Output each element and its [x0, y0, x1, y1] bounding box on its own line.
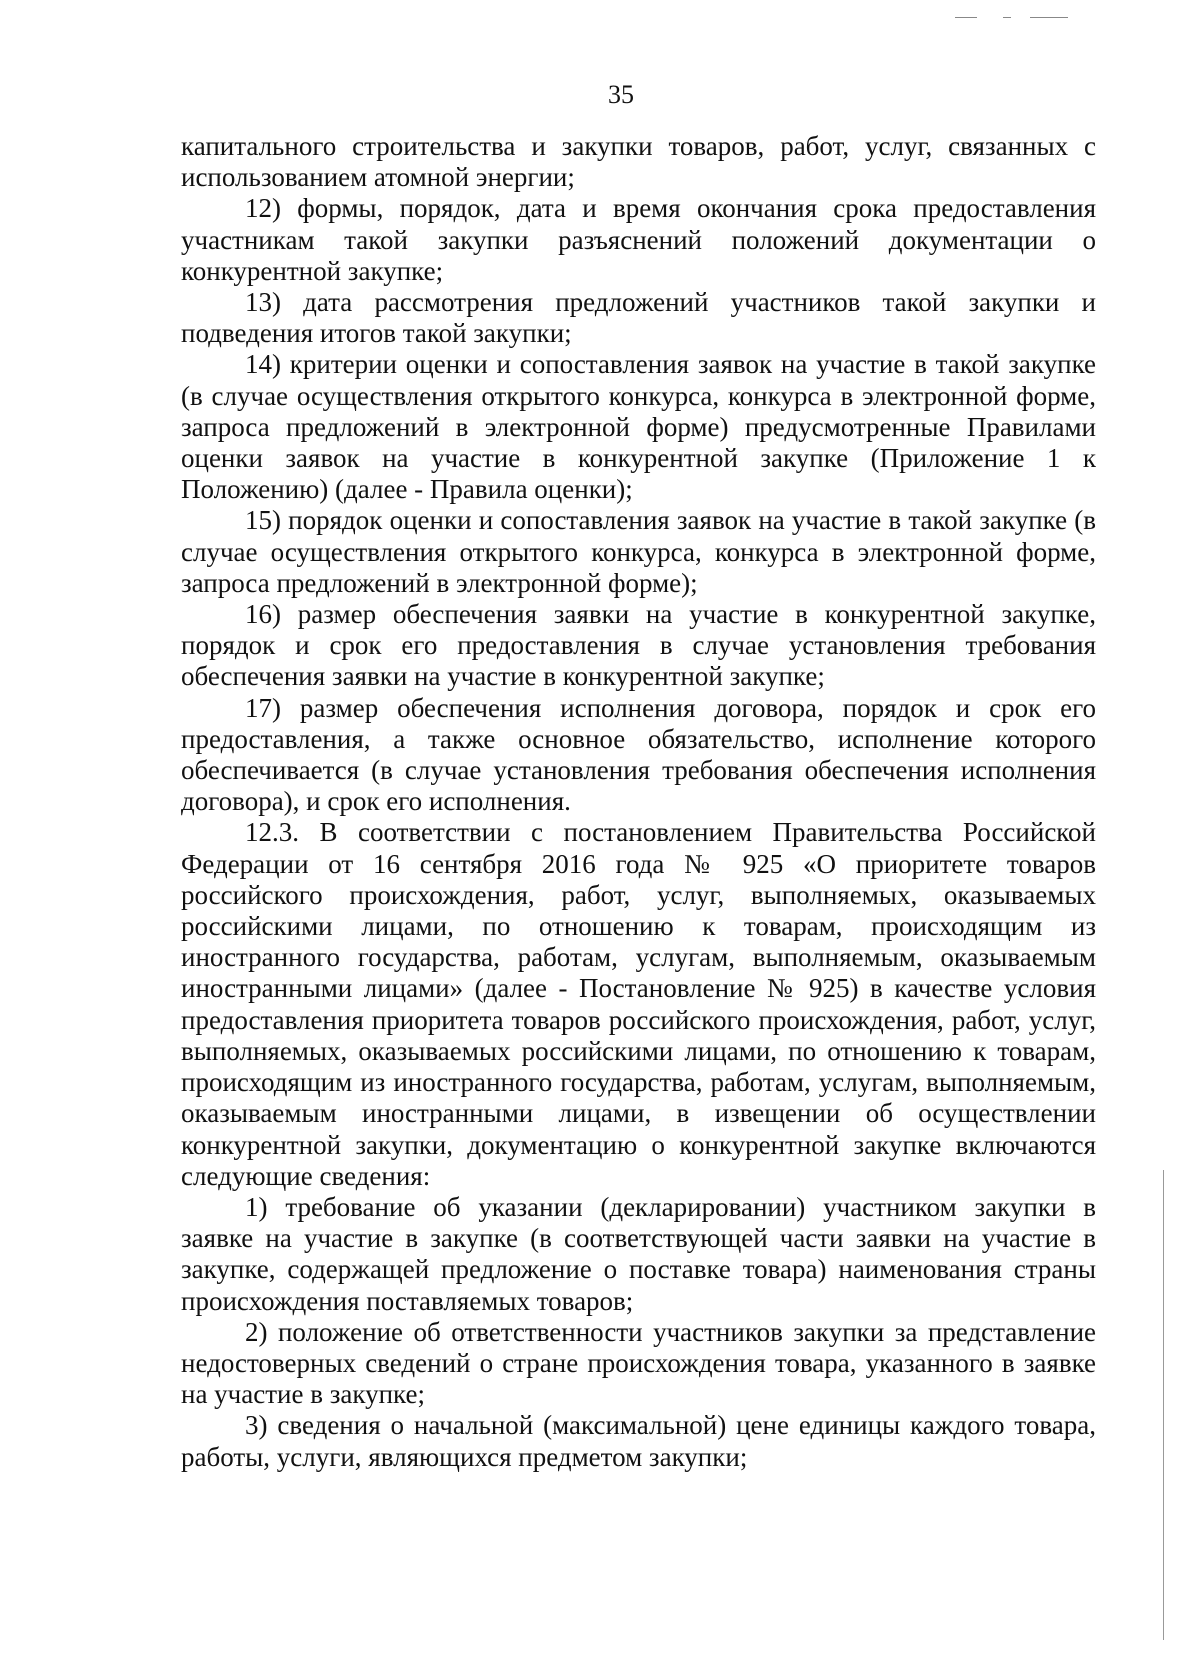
paragraph: 2) положение об ответственности участников закупки за представление недостоверных сведений о стране происхождения товара, указанного в заявке на участие в закупке;	[181, 1316, 1096, 1410]
paragraph: 12) формы, порядок, дата и время окончания срока предоставления участникам такой закупки разъяснений положений документации о конкурентной закупке;	[181, 193, 1096, 286]
scan-artifact	[955, 17, 977, 18]
paragraph: 15) порядок оценки и сопоставления заявок на участие в такой закупке (в случае осуществления открытого конкурса, конкурса в электронной форме, запроса предложений в электронной форме);	[181, 505, 1096, 598]
paragraph: 13) дата рассмотрения предложений участников такой закупки и подведения итогов такой закупки;	[181, 287, 1096, 349]
paragraph: 12.3. В соответствии с постановлением Правительства Российской Федерации от 16 сентября 2016 года № 925 «О приоритете товаров российского происхождения, работ, услуг, выполняемых, оказываемых российскими лицами, по отношению к товарам, происходящим из иностранного государства, работам, услугам, выполняемым, оказываемым иностранными лицами» (далее - Постановление № 925) в качестве условия предоставления приоритета товаров российского происхождения, работ, услуг, выполняемых, оказываемых российскими лицами, по отношению к товарам, происходящим из иностранного государства, работам, услугам, выполняемым, оказываемым иностранными лицами, в извещении об осуществлении конкурентной закупки, документацию о конкурентной закупке включаются следующие сведения:	[181, 817, 1096, 1191]
document-body	[181, 131, 1096, 1473]
scan-artifact	[1030, 17, 1068, 18]
paragraph: капитального строительства и закупки товаров, работ, услуг, связанных с использованием атомной энергии;	[181, 131, 1096, 193]
paragraph: 14) критерии оценки и сопоставления заявок на участие в такой закупке (в случае осуществления открытого конкурса, конкурса в электронной форме, запроса предложений в электронной форме) предусмотренные Правилами оценки заявок на участие в конкурентной закупке (Приложение 1 к Положению) (далее - Правила оценки);	[181, 349, 1096, 505]
page-number: 35	[608, 80, 634, 109]
scan-artifact	[1003, 17, 1011, 18]
paragraph: 17) размер обеспечения исполнения договора, порядок и срок его предоставления, а также основное обязательство, исполнение которого обеспечивается (в случае установления требования обеспечения исполнения договора), и срок его исполнения.	[181, 692, 1096, 817]
paragraph: 1) требование об указании (декларировании) участником закупки в заявке на участие в закупке (в соответствующей части заявки на участие в закупке, содержащей предложение о поставке товара) наименования страны происхождения поставляемых товаров;	[181, 1191, 1096, 1316]
scan-artifact	[1163, 1170, 1164, 1640]
paragraph: 16) размер обеспечения заявки на участие в конкурентной закупке, порядок и срок его предоставления в случае установления требования обеспечения заявки на участие в конкурентной закупке;	[181, 599, 1096, 692]
paragraph: 3) сведения о начальной (максимальной) цене единицы каждого товара, работы, услуги, являющихся предметом закупки;	[181, 1410, 1096, 1472]
